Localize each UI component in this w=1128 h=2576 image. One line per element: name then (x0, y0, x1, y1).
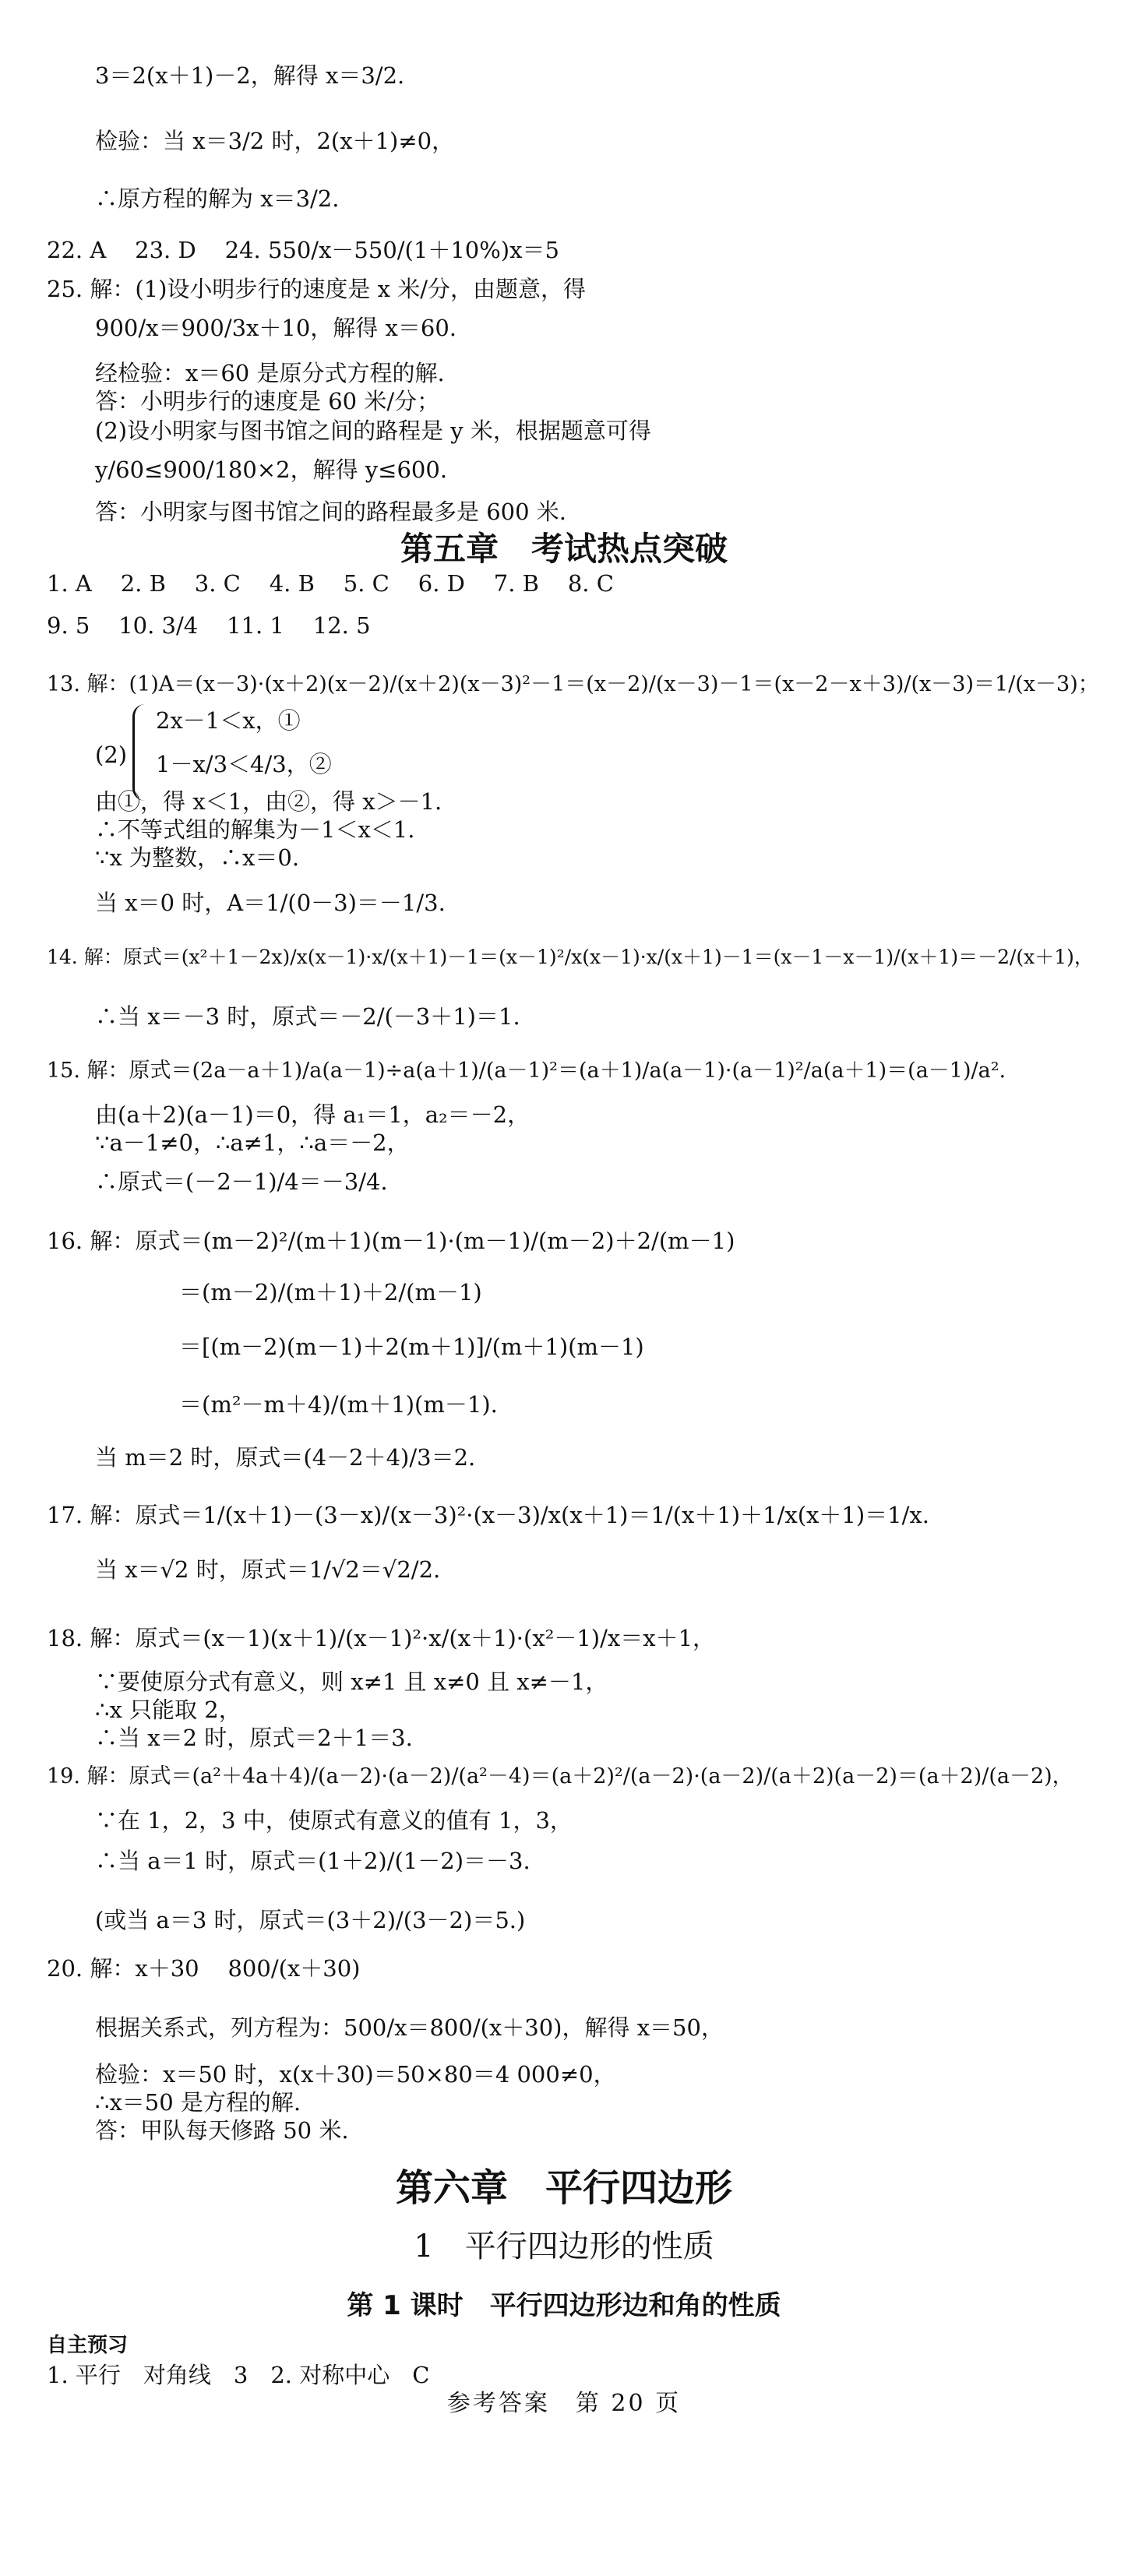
answer-line: ＝(m－2)/(m＋1)＋2/(m－1) (179, 1279, 482, 1306)
answer-line: (或当 a＝3 时，原式＝(3＋2)/(3－2)＝5.) (95, 1907, 526, 1933)
answer-line: ∴不等式组的解集为－1＜x＜1. (95, 816, 415, 843)
answer-line: y/60≤900/180×2，解得 y≤600. (95, 456, 448, 483)
answer-line: 当 x＝√2 时，原式＝1/√2＝√2/2. (95, 1556, 441, 1583)
system-brace (132, 704, 152, 801)
answer-line: 16. 解：原式＝(m－2)²/(m＋1)(m－1)·(m－1)/(m－2)＋2/(m－1) (47, 1228, 735, 1254)
answer-line: 答：小明步行的速度是 60 米/分； (95, 388, 440, 414)
answer-line: 经检验：x＝60 是原分式方程的解. (95, 360, 445, 386)
answer-line: 17. 解：原式＝1/(x＋1)－(3－x)/(x－3)²·(x－3)/x(x＋1)＝1/(x＋1)＋1/x(x＋1)＝1/x. (47, 1502, 929, 1528)
answer-line: 检验：当 x＝3/2 时，2(x＋1)≠0， (95, 128, 455, 154)
preview-answer: 1. 平行 对角线 3 2. 对称中心 C (47, 2362, 430, 2388)
answer-line: ∵x 为整数，∴x＝0. (95, 844, 300, 871)
answer-line: ∴原式＝(－2－1)/4＝－3/4. (95, 1168, 388, 1195)
answer-line: ＝[(m－2)(m－1)＋2(m＋1)]/(m＋1)(m－1) (179, 1334, 644, 1360)
answer-line: 14. 解：原式＝(x²＋1－2x)/x(x－1)·x/(x＋1)－1＝(x－1)²/x(x－1)·x/(x＋1)－1＝(x－1－x－1)/(x＋1)＝－2/(x＋1)， (47, 946, 1094, 968)
answer-line: 20. 解：x＋30 800/(x＋30) (47, 1955, 361, 1982)
answer-line: ∴x＝50 是方程的解. (95, 2089, 301, 2116)
answer-line: 22. A 23. D 24. 550/x－550/(1＋10%)x＝5 (47, 237, 559, 263)
preview-label: 自主预习 (47, 2334, 129, 2357)
answer-line: ＝(m²－m＋4)/(m＋1)(m－1). (179, 1391, 498, 1418)
answer-line: 15. 解：原式＝(2a－a＋1)/a(a－1)÷a(a＋1)/(a－1)²＝(a＋1)/a(a－1)·(a－1)²/a(a＋1)＝(a－1)/a². (47, 1059, 1006, 1083)
chapter-5-heading: 第五章 考试热点突破 (400, 530, 728, 568)
answer-line: ∴当 x＝2 时，原式＝2＋1＝3. (95, 1725, 413, 1751)
answer-line: ∵a－1≠0，∴a≠1，∴a＝－2， (95, 1129, 410, 1156)
answer-line: ∴当 a＝1 时，原式＝(1＋2)/(1－2)＝－3. (95, 1848, 531, 1874)
answer-line: ∴原方程的解为 x＝3/2. (95, 185, 340, 212)
answer-line: 900/x＝900/3x＋10，解得 x＝60. (95, 315, 457, 341)
answer-line: 25. 解：(1)设小明步行的速度是 x 米/分，由题意，得 (47, 276, 586, 302)
answer-line: 当 x＝0 时，A＝1/(0－3)＝－1/3. (95, 890, 446, 916)
answer-line: 1. A 2. B 3. C 4. B 5. C 6. D 7. B 8. C (47, 570, 614, 597)
answer-line: 1－x/3＜4/3，② (156, 751, 332, 777)
answer-line: 19. 解：原式＝(a²＋4a＋4)/(a－2)·(a－2)/(a²－4)＝(a＋2)²/(a－2)·(a－2)/(a＋2)(a－2)＝(a＋2)/(a－2)， (47, 1764, 1073, 1788)
section-1-heading: 1 平行四边形的性质 (414, 2229, 714, 2264)
answer-line: 由①，得 x＜1，由②，得 x＞－1. (95, 788, 442, 815)
answer-line: 3＝2(x＋1)－2，解得 x＝3/2. (95, 62, 405, 89)
answer-line: 18. 解：原式＝(x－1)(x＋1)/(x－1)²·x/(x＋1)·(x²－1)/x＝x＋1， (47, 1625, 716, 1651)
page-footer: 参考答案 第 20 页 (446, 2390, 682, 2417)
answer-line: 当 m＝2 时，原式＝(4－2＋4)/3＝2. (95, 1444, 476, 1471)
answer-line: ∴x 只能取 2， (95, 1697, 241, 1723)
chapter-6-heading: 第六章 平行四边形 (395, 2166, 732, 2210)
answer-line: ∵在 1，2，3 中，使原式有意义的值有 1，3， (95, 1807, 573, 1834)
answer-line: ∵要使原分式有意义，则 x≠1 且 x≠0 且 x≠－1， (95, 1669, 608, 1695)
lesson-1-heading: 第 1 课时 平行四边形边和角的性质 (347, 2290, 781, 2321)
answer-line: 答：甲队每天修路 50 米. (95, 2117, 349, 2144)
answer-line: 13. 解：(1)A＝(x－3)·(x＋2)(x－2)/(x＋2)(x－3)²－1＝(x－2)/(x－3)－1＝(x－2－x＋3)/(x－3)＝1/(x－3)； (47, 672, 1099, 696)
answer-line: 2x－1＜x，① (156, 707, 301, 734)
answer-line: 根据关系式，列方程为：500/x＝800/(x＋30)，解得 x＝50， (95, 2014, 724, 2041)
answer-line: 9. 5 10. 3/4 11. 1 12. 5 (47, 612, 371, 639)
answer-line: 由(a＋2)(a－1)＝0，得 a₁＝1，a₂＝－2， (95, 1101, 531, 1128)
answer-line: ∴当 x＝－3 时，原式＝－2/(－3＋1)＝1. (95, 1003, 520, 1030)
answer-line: (2)设小明家与图书馆之间的路程是 y 米，根据题意可得 (95, 418, 651, 444)
answer-line: 答：小明家与图书馆之间的路程最多是 600 米. (95, 499, 567, 525)
answer-line: (2) (95, 742, 128, 768)
answer-line: 检验：x＝50 时，x(x＋30)＝50×80＝4 000≠0， (95, 2061, 616, 2088)
